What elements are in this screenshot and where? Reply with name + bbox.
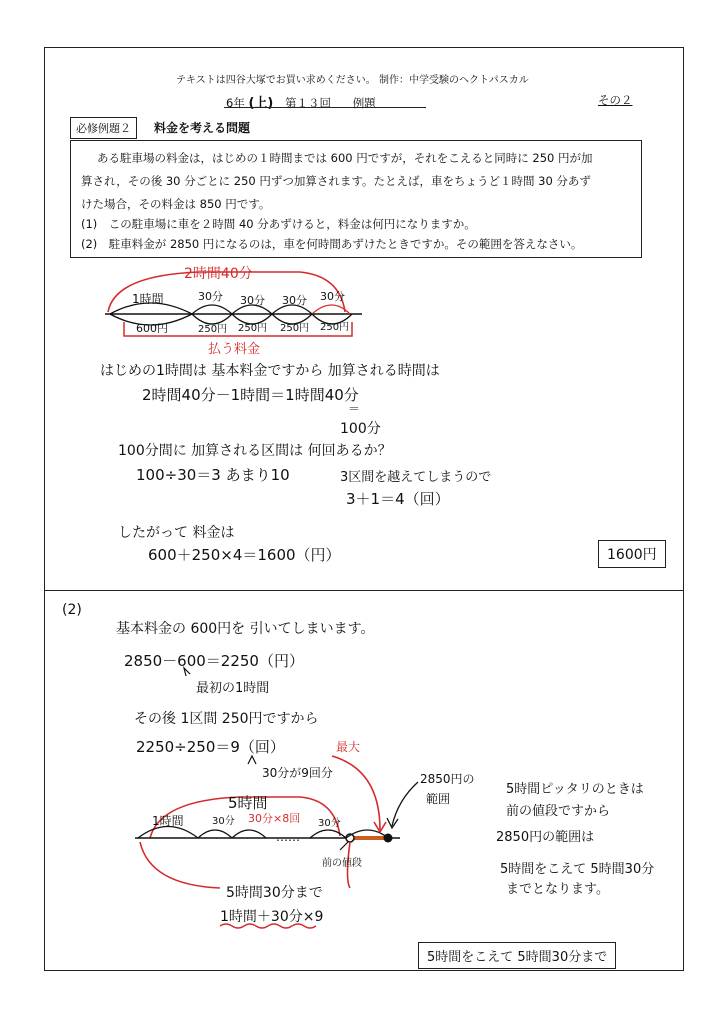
p2-max-label: 最大	[336, 740, 361, 754]
note-line-4: 5時間をこえて 5時間30分	[500, 862, 655, 877]
note-line-1: 5時間ピッタリのときは	[506, 782, 644, 797]
d1-seg-3: 30分	[282, 294, 307, 307]
p1-answer-box: 1600円	[598, 540, 666, 568]
d1-fee-2: 250円	[238, 323, 268, 334]
p2-range-label-1: 2850円の	[420, 772, 475, 786]
note-line-3: 2850円の範囲は	[496, 830, 595, 845]
problem-line-3: けた場合，その料金は 850 円です。	[81, 197, 271, 211]
d2-dots: ……	[276, 830, 300, 844]
p1-line-7: 3区間を越えてしまうので	[340, 470, 492, 485]
p1-line-10: 600＋250×4＝1600（円）	[148, 546, 341, 564]
problem-title: 料金を考える問題	[154, 121, 251, 135]
d1-first-hour-label: 1時間	[132, 292, 164, 306]
header-notice: テキストは四谷大塚でお買い求めください。 制作：中学受験のヘクトパスカル	[176, 75, 529, 86]
p1-line-3: ＝	[348, 402, 361, 416]
d1-base-fee: 600円	[136, 322, 168, 335]
d2-seg1: 30分	[212, 816, 235, 827]
session-label: 第１３回	[285, 96, 332, 110]
p1-line-4: 100分	[340, 421, 381, 437]
note-line-2: 前の値段ですから	[506, 804, 611, 819]
d2-prev-arrow	[340, 842, 348, 850]
note-line-5: までとなります。	[506, 882, 609, 897]
p2-line-1: 基本料金の 600円を 引いてしまいます。	[116, 621, 375, 637]
d1-seg-arc-1	[192, 305, 232, 314]
term-label: (上)	[248, 96, 274, 111]
d2-total-label: 5時間	[228, 794, 268, 812]
problem-line-1: ある駐車場の料金は，はじめの１時間までは 600 円ですが，それをこえると同時に 250 円が加	[97, 151, 593, 165]
p2-line-4: その後 1区間 250円ですから	[134, 711, 319, 727]
problem-line-4: (1) この駐車場に車を２時間 40 分あずけると，料金は何円になりますか。	[81, 217, 476, 231]
d1-total-label: 2時間40分	[184, 266, 253, 282]
d1-fee-3: 250円	[280, 323, 310, 334]
d2-seg-last: 30分	[318, 818, 341, 829]
p1-line-1: はじめの1時間は 基本料金ですから 加算される時間は	[100, 363, 440, 379]
d2-bottom-2: 1時間＋30分×9	[220, 909, 324, 925]
p2-line-2: 2850－600＝2250（円）	[124, 652, 304, 670]
d2-seg-arc-3	[310, 830, 346, 838]
section-divider	[44, 590, 684, 591]
d2-range-arrow	[392, 782, 418, 826]
problem-line-5: (2) 駐車料金が 2850 円になるのは，車を何時間あずけたときですか。その範囲を答えなさい。	[81, 237, 583, 251]
p1-line-6: 100÷30＝3 あまり10	[136, 466, 290, 484]
d2-seg-arc-2	[232, 830, 266, 838]
d1-seg-4: 30分	[320, 290, 345, 303]
grade-label: 6年	[226, 96, 245, 110]
d1-fee-4: 250円	[320, 322, 350, 333]
p2-label: (2)	[62, 602, 82, 618]
d1-seg-1: 30分	[198, 290, 223, 303]
p1-line-5: 100分間に 加算される区間は 何回あるか？	[118, 443, 392, 459]
p1-line-2: 2時間40分－1時間＝1時間40分	[142, 386, 359, 404]
problem-line-2: 算され，その後 30 分ごとに 250 円ずつ加算されます。たとえば，車をちょうど１時間 30 分あず	[81, 174, 591, 188]
d2-seg-mid: 30分×8回	[248, 812, 301, 825]
p1-line-9: したがって 料金は	[118, 525, 235, 541]
d1-seg-2: 30分	[240, 294, 265, 307]
d1-fee-1: 250円	[198, 324, 228, 335]
kind-label: 例題	[352, 96, 376, 110]
p2-answer-box: 5時間をこえて 5時間30分まで	[418, 942, 616, 969]
d2-seg-arc-1	[198, 830, 232, 838]
d1-paid-label: 払う料金	[208, 342, 261, 357]
p2-line-3: 最初の1時間	[196, 681, 270, 696]
p2-thirty-label: 30分が9回分	[262, 766, 333, 780]
d2-first-hour: 1時間	[152, 814, 184, 828]
thirty-arrow	[248, 756, 256, 764]
p2-range-label-2: 範囲	[426, 792, 451, 806]
header-part: その２	[598, 93, 633, 107]
p2-line-5: 2250÷250＝9（回）	[136, 738, 285, 756]
d2-prev-price: 前の値段	[322, 858, 362, 869]
d2-bottom-1: 5時間30分まで	[226, 885, 323, 901]
d2-bottom-arc-left	[140, 842, 220, 888]
p1-line-8: 3＋1＝4（回）	[346, 490, 450, 508]
problem-tag: 必修例題２	[70, 117, 137, 139]
